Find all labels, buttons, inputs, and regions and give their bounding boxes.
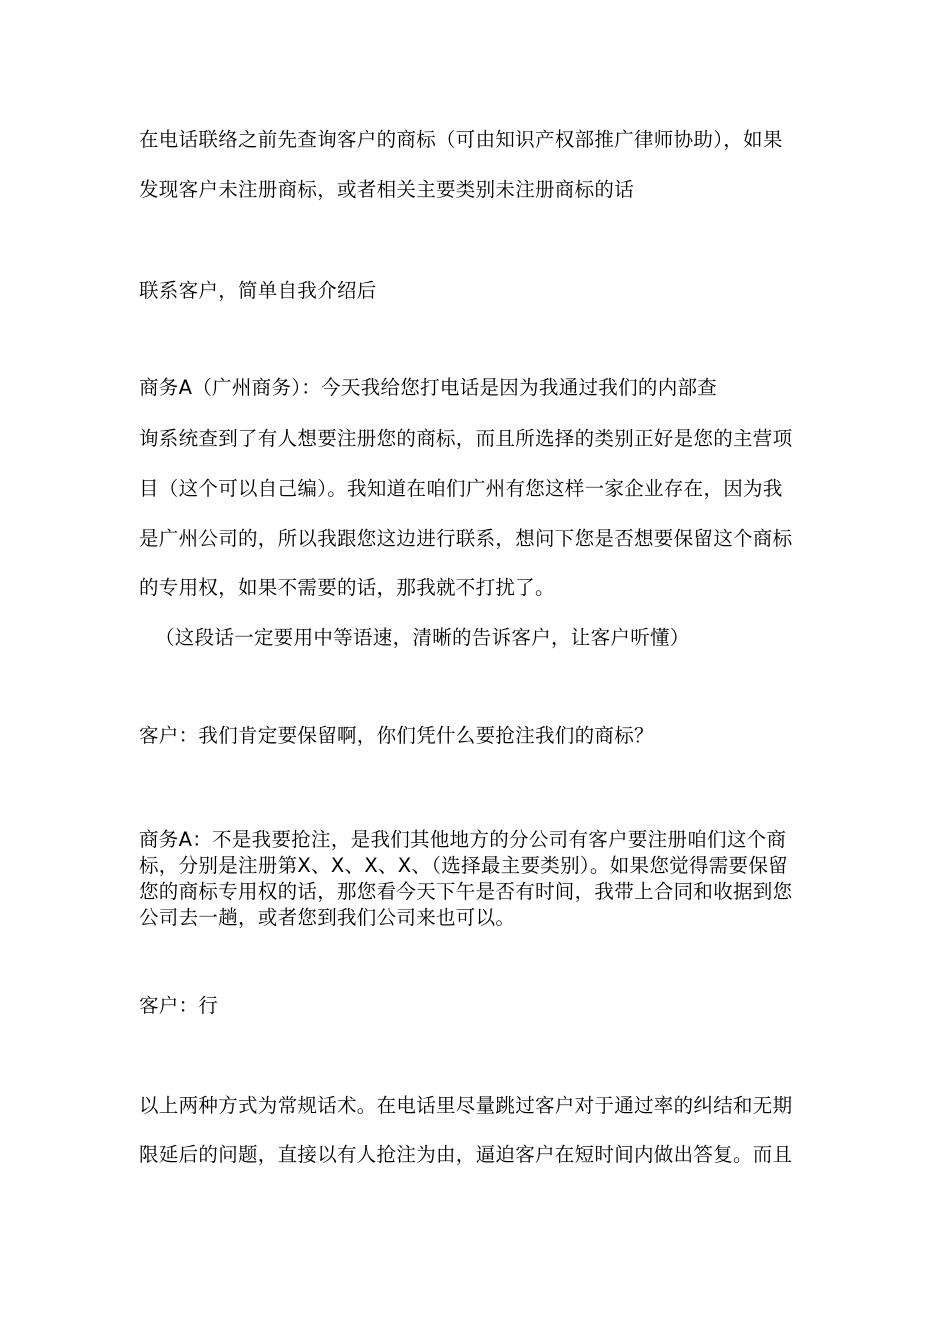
pitch-line-2: 询系统查到了有人想要注册您的商标，而且所选择的类别正好是您的主营项	[139, 427, 793, 450]
client-reply-2: 客户：行	[139, 994, 219, 1017]
pitch-line-3: 目（这个可以自己编）。我知道在咱们广州有您这样一家企业存在，因为我	[139, 477, 783, 500]
intro-line-1: 在电话联络之前先查询客户的商标（可由知识产权部推广律师协助），如果	[139, 128, 783, 151]
response-line-2: 标，分别是注册第X、X、X、X、（选择最主要类别）。如果您觉得需要保留	[139, 854, 788, 877]
contact-line: 联系客户，简单自我介绍后	[139, 279, 377, 302]
pitch-line-1: 商务A（广州商务）：今天我给您打电话是因为我通过我们的内部查	[139, 376, 718, 399]
summary-line-2: 限延后的问题，直接以有人抢注为由，逼迫客户在短时间内做出答复。而且	[139, 1143, 793, 1166]
pitch-line-5: 的专用权，如果不需要的话，那我就不打扰了。	[139, 576, 555, 599]
intro-line-2: 发现客户未注册商标，或者相关主要类别未注册商标的话	[139, 178, 635, 201]
speech-note: （这段话一定要用中等语速，清晰的告诉客户，让客户听懂）	[155, 626, 690, 649]
response-line-4: 公司去一趟，或者您到我们公司来也可以。	[139, 906, 516, 929]
response-line-1: 商务A：不是我要抢注，是我们其他地方的分公司有客户要注册咱们这个商	[139, 828, 787, 851]
client-reply-1: 客户：我们肯定要保留啊，你们凭什么要抢注我们的商标？	[139, 724, 654, 747]
summary-line-1: 以上两种方式为常规话术。在电话里尽量跳过客户对于通过率的纠结和无期	[139, 1094, 793, 1117]
response-line-3: 您的商标专用权的话，那您看今天下午是否有时间，我带上合同和收据到您	[139, 880, 793, 903]
pitch-line-4: 是广州公司的，所以我跟您这边进行联系，想问下您是否想要保留这个商标	[139, 527, 793, 550]
